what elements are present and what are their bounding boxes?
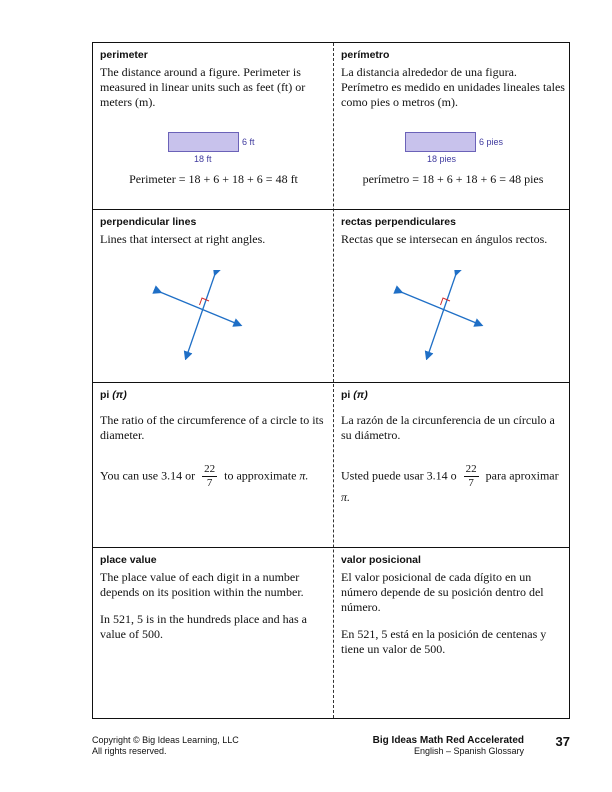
term-title [341, 389, 565, 401]
rectangle-shape [405, 132, 476, 152]
pi-symbol: π. [299, 468, 309, 483]
copyright-block [92, 735, 239, 757]
rectangle-shape [168, 132, 239, 152]
rectangle-figure [100, 118, 327, 170]
approximation-text [341, 463, 565, 505]
term-title: perímetro [341, 49, 390, 61]
glossary-grid [92, 42, 570, 719]
example-text: In 521, 5 is in the hundreds place and has a value of 500. [100, 612, 307, 641]
formula-text: Perimeter = 18 + 6 + 18 + 6 = 48 ft [129, 172, 298, 186]
term-title: place value [100, 554, 157, 566]
term-title: rectas perpendiculares [341, 216, 456, 228]
term-title: perimeter [100, 49, 148, 61]
definition-text: The ratio of the circumference of a circle to its diameter. [100, 413, 324, 442]
definition-text: The distance around a figure. Perimeter is measured in linear units such as feet (ft) or meters (m). [100, 65, 306, 109]
perpendicular-lines-figure [389, 270, 499, 360]
card-perpendicular-es [334, 210, 571, 382]
glossary-title: English – Spanish Glossary [413, 746, 524, 756]
line-two [427, 274, 456, 358]
term-title [100, 389, 327, 401]
term-title: perpendicular lines [100, 216, 197, 228]
card-perimeter-es [334, 43, 571, 209]
term-word: pi [100, 389, 110, 401]
card-pi-en [93, 383, 333, 547]
book-info-block [373, 735, 524, 757]
card-perpendicular-en [93, 210, 333, 382]
width-label: 18 ft [194, 154, 212, 164]
definition-text: El valor posicional de cada dígito en un número depende de su posición dentro del número. [341, 570, 544, 614]
term-word: pi [341, 389, 351, 401]
copyright-text: Copyright © Big Ideas Learning, LLC [92, 735, 239, 745]
approx-suffix: to approximate [224, 468, 297, 483]
fraction [202, 463, 217, 490]
definition-text: Lines that intersect at right angles. [100, 232, 266, 246]
card-perimeter-en [93, 43, 333, 209]
approximation-text [100, 463, 327, 490]
definition-text: Rectas que se intersecan en ángulos rectos. [341, 232, 548, 246]
card-place-value-en [93, 548, 333, 718]
book-title: Big Ideas Math Red Accelerated [372, 735, 524, 746]
fraction-denominator: 7 [206, 477, 213, 489]
line-one [401, 292, 481, 325]
example-text: En 521, 5 está en la posición de centenas y tiene un valor de 500. [341, 627, 547, 656]
approx-prefix: Usted puede usar 3.14 o [341, 468, 457, 483]
pi-symbol: π. [341, 490, 351, 504]
fraction-numerator: 22 [465, 463, 477, 475]
height-label: 6 ft [242, 137, 255, 147]
rectangle-figure [341, 118, 565, 170]
pi-symbol: (π) [353, 389, 368, 401]
fraction-numerator: 22 [204, 463, 216, 475]
line-two [186, 274, 215, 358]
card-place-value-es [334, 548, 571, 718]
definition-text: The place value of each digit in a number depends on its position within the number. [100, 570, 304, 599]
pi-symbol: (π) [112, 389, 127, 401]
definition-text: La razón de la circunferencia de un círculo a su diámetro. [341, 413, 555, 442]
rights-text: All rights reserved. [92, 746, 167, 756]
line-one [160, 292, 240, 325]
fraction [464, 463, 479, 490]
page-number: 37 [555, 734, 570, 749]
width-label: 18 pies [427, 154, 457, 164]
term-title: valor posicional [341, 554, 421, 566]
perpendicular-lines-figure [148, 270, 258, 360]
fraction-denominator: 7 [468, 477, 474, 489]
card-pi-es [334, 383, 571, 547]
approx-prefix: You can use 3.14 or [100, 468, 196, 483]
height-label: 6 pies [479, 137, 504, 147]
approx-suffix: para aproximar [485, 468, 559, 483]
definition-text: La distancia alrededor de una figura. Perímetro es medido en unidades lineales tales como pies o metros (m). [341, 65, 565, 109]
formula-text: perímetro = 18 + 6 + 18 + 6 = 48 pies [362, 172, 544, 186]
